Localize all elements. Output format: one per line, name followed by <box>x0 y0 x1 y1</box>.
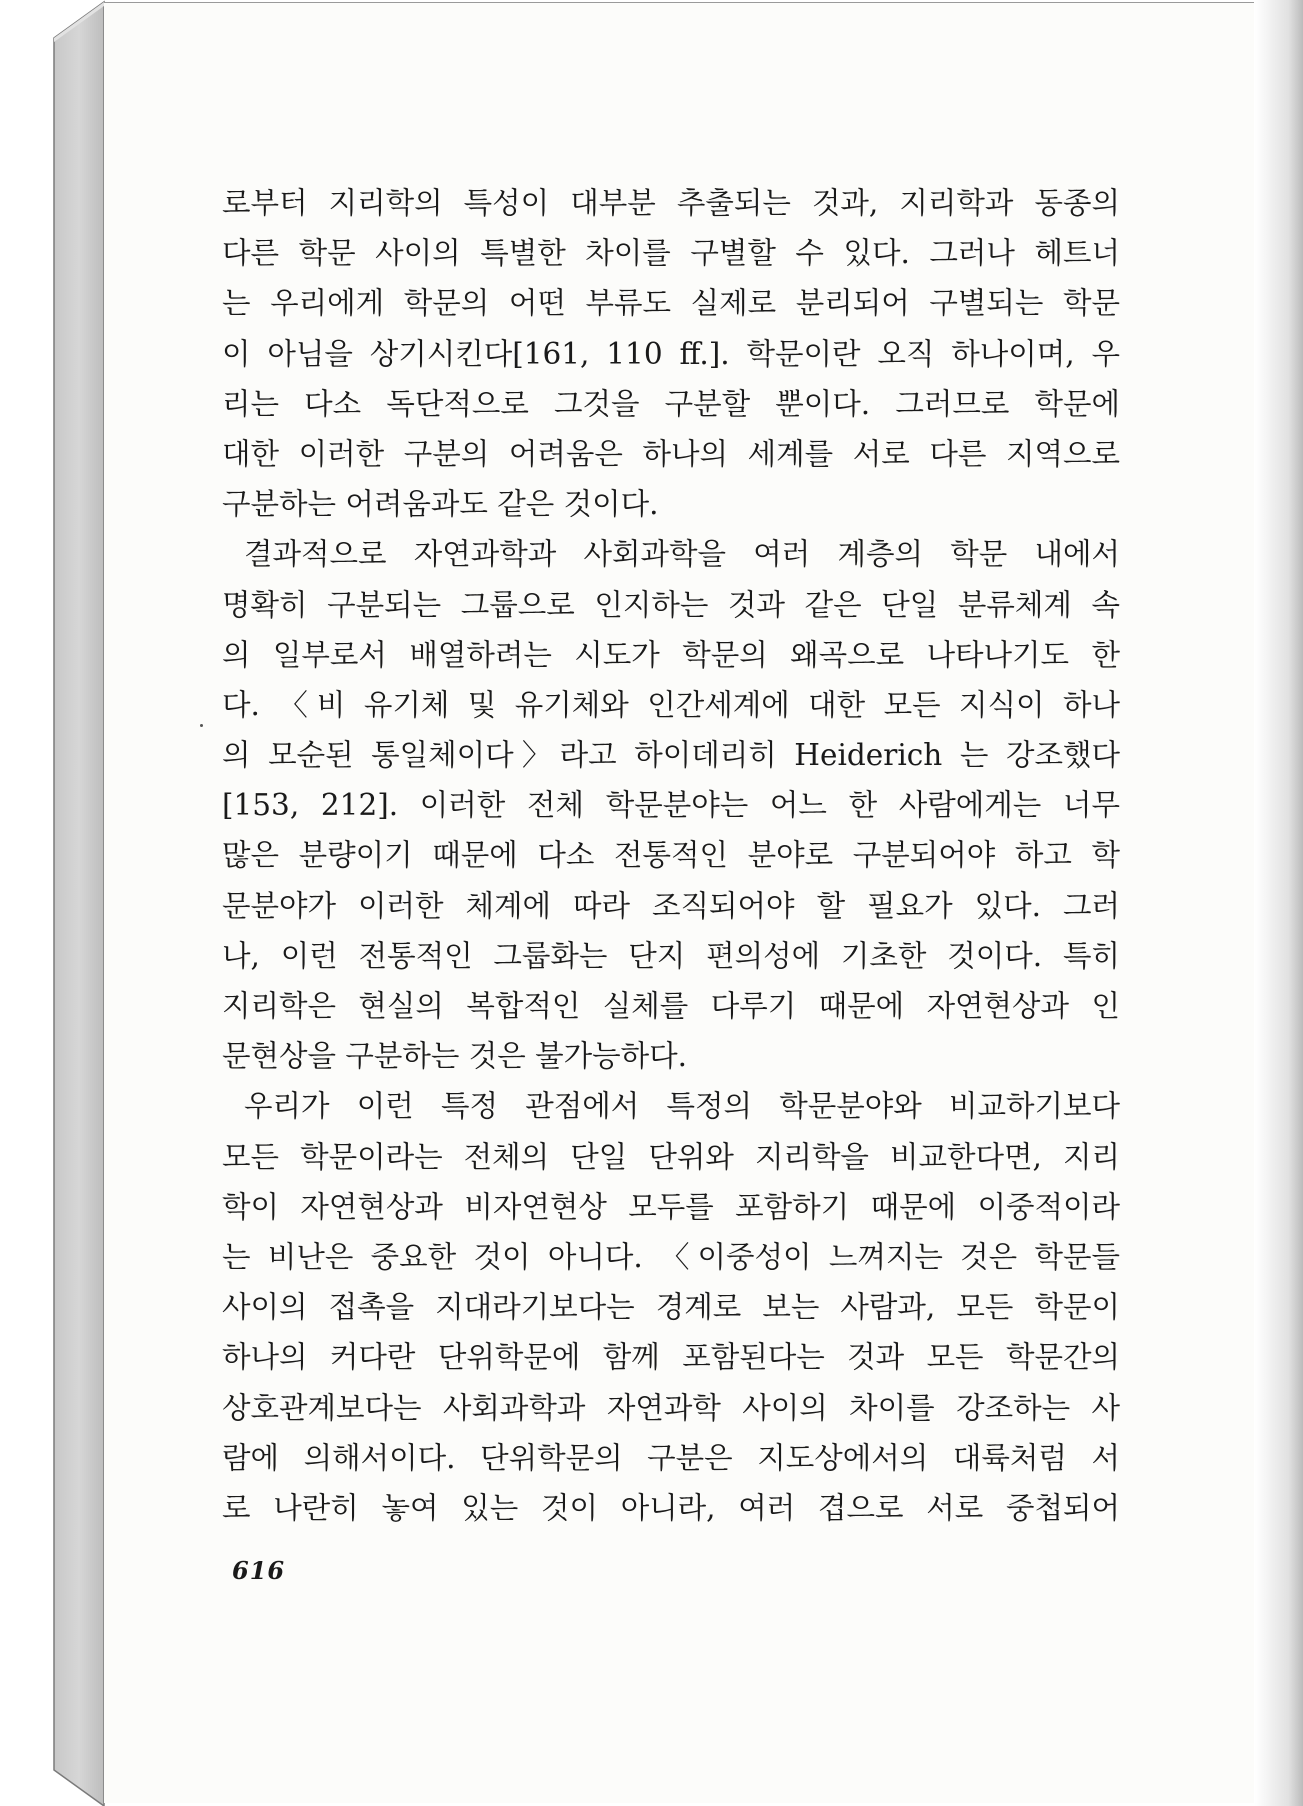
text-line: 로 나란히 놓여 있는 것이 아니라, 여러 겹으로 서로 중첩되어 <box>222 1490 1120 1525</box>
text-line: 문분야가 이러한 체계에 따라 조직되어야 할 필요가 있다. 그러 <box>222 888 1120 923</box>
text-line: 리는 다소 독단적으로 그것을 구분할 뿐이다. 그러므로 학문에 <box>222 386 1120 421</box>
text-line: 모든 학문이라는 전체의 단일 단위와 지리학을 비교한다면, 지리 <box>222 1139 1120 1174</box>
text-line: 많은 분량이기 때문에 다소 전통적인 분야로 구분되어야 하고 학 <box>222 838 1120 873</box>
text-line: 사이의 접촉을 지대라기보다는 경계로 보는 사람과, 모든 학문이 <box>222 1290 1120 1325</box>
text-line: 람에 의해서이다. 단위학문의 구분은 지도상에서의 대륙처럼 서 <box>222 1440 1120 1475</box>
text-line: 지리학은 현실의 복합적인 실체를 다루기 때문에 자연현상과 인 <box>222 989 1120 1023</box>
text-line: 로부터 지리학의 특성이 대부분 추출되는 것과, 지리학과 동종의 <box>222 186 1120 220</box>
text-line: 다. 〈비 유기체 및 유기체와 인간세계에 대한 모든 지식이 하나 <box>222 687 1120 722</box>
paragraph <box>222 1081 1120 1533</box>
text-line: 의 모순된 통일체이다〉라고 하이데리히 Heiderich 는 강조했다 <box>222 738 1120 773</box>
text-line: 문현상을 구분하는 것은 불가능하다. <box>222 1039 687 1074</box>
text-line: 명확히 구분되는 그룹으로 인지하는 것과 같은 단일 분류체계 속 <box>222 587 1120 622</box>
text-line: 는 비난은 중요한 것이 아니다. 〈이중성이 느껴지는 것은 학문들 <box>222 1239 1120 1274</box>
paragraph <box>222 529 1120 1081</box>
text-line: 이 아님을 상기시킨다[161, 110 ff.]. 학문이란 오직 하나이며, 우 <box>222 336 1120 371</box>
text-line: 우리가 이런 특정 관점에서 특정의 학문분야와 비교하기보다 <box>244 1089 1120 1124</box>
text-line: 다른 학문 사이의 특별한 차이를 구별할 수 있다. 그러나 헤트너 <box>222 236 1120 271</box>
text-line: 결과적으로 자연과학과 사회과학을 여러 계층의 학문 내에서 <box>244 537 1120 572</box>
page-number: 616 <box>232 1556 286 1585</box>
text-line: 하나의 커다란 단위학문에 함께 포함된다는 것과 모든 학문간의 <box>222 1340 1120 1375</box>
text-line: [153, 212]. 이러한 전체 학문분야는 어느 한 사람에게는 너무 <box>222 788 1120 823</box>
book-edge <box>0 0 110 1806</box>
text-line: 는 우리에게 학문의 어떤 부류도 실제로 분리되어 구별되는 학문 <box>222 286 1120 321</box>
text-line: 나, 이런 전통적인 그룹화는 단지 편의성에 기초한 것이다. 특히 <box>222 938 1120 973</box>
text-line: 학이 자연현상과 비자연현상 모두를 포함하기 때문에 이중적이라 <box>222 1189 1120 1224</box>
scan-speck <box>200 724 203 727</box>
body-text <box>222 178 1120 1533</box>
text-line: 상호관계보다는 사회과학과 자연과학 사이의 차이를 강조하는 사 <box>222 1390 1120 1425</box>
text-line: 의 일부로서 배열하려는 시도가 학문의 왜곡으로 나타나기도 한 <box>222 637 1120 672</box>
paragraph <box>222 178 1120 529</box>
text-line: 대한 이러한 구분의 어려움은 하나의 세계를 서로 다른 지역으로 <box>222 436 1120 471</box>
page-shadow <box>1255 0 1303 1806</box>
text-line: 구분하는 어려움과도 같은 것이다. <box>222 487 659 522</box>
